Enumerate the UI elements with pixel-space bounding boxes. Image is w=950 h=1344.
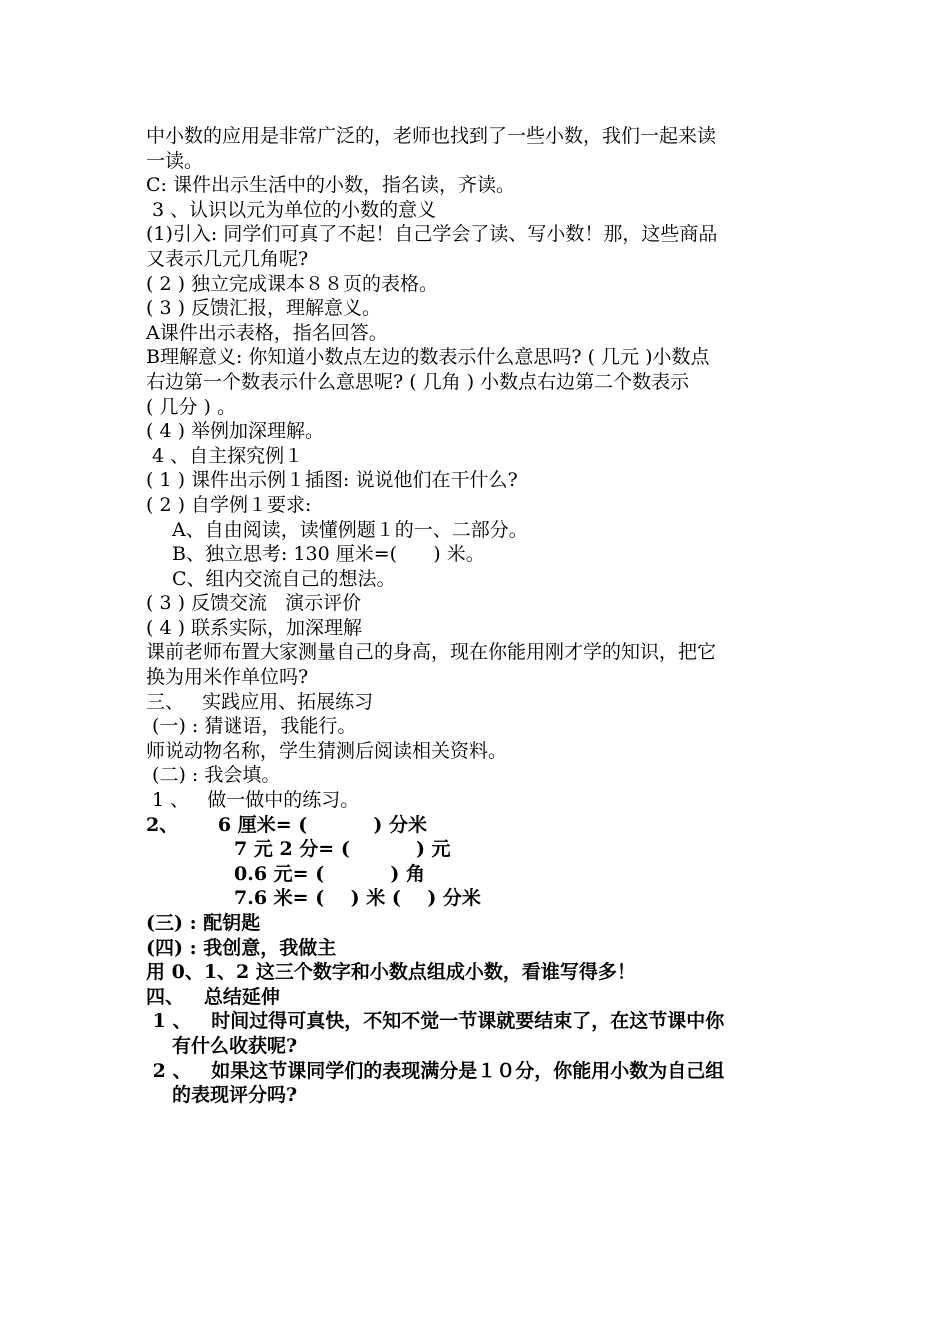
text-line: ( 4 ) 举例加深理解。 (146, 420, 325, 443)
text-line: ( 2 ) 独立完成课本８８页的表格。 (146, 272, 439, 295)
text-line: ( 1 ) 课件出示例１插图: 说说他们在干什么? (146, 469, 518, 492)
section-heading: 四、 总结延伸 (146, 985, 280, 1008)
text-line: 课前老师布置大家测量自己的身高，现在你能用刚才学的知识，把它 (146, 641, 717, 664)
text-line: (四) : 我创意，我做主 (146, 936, 337, 959)
text-line: ( 3 ) 反馈交流 演示评价 (146, 592, 362, 615)
text-line: (1)引入: 同学们可真了不起！自己学会了读、写小数！那，这些商品 (146, 223, 718, 246)
section-heading: 4 、自主探究例１ (146, 444, 304, 467)
section-heading: 3 、认识以元为单位的小数的意义 (146, 198, 437, 221)
text-line: 1 、 时间过得可真快，不知不觉一节课就要结束了，在这节课中你 (146, 1010, 725, 1033)
text-line: 右边第一个数表示什么意思呢? ( 几角 ) 小数点右边第二个数表示 (146, 370, 690, 393)
text-line: 2 、 如果这节课同学们的表现满分是１０分，你能用小数为自己组 (146, 1059, 725, 1082)
text-line: C: 课件出示生活中的小数，指名读，齐读。 (146, 174, 515, 197)
exercise-line: 0.6 元= ( ) 角 (234, 862, 425, 885)
text-line: ( 3 ) 反馈汇报，理解意义。 (146, 297, 382, 320)
text-line: C、组内交流自己的想法。 (172, 567, 396, 590)
text-line: (三) : 配钥匙 (146, 912, 261, 934)
text-line: B理解意义: 你知道小数点左边的数表示什么意思吗? ( 几元 )小数点 (146, 346, 710, 369)
text-line: 又表示几元几角呢? (146, 247, 309, 270)
text-line: A、自由阅读，读懂例题１的一、二部分。 (172, 518, 528, 541)
exercise-line: 7.6 米= ( ) 米 ( ) 分米 (234, 887, 481, 910)
text-line: ( 2 ) 自学例１要求: (146, 493, 312, 516)
text-line: 一读。 (146, 149, 204, 172)
text-line: 1 、 做一做中的练习。 (146, 789, 360, 812)
exercise-line: 7 元 2 分= ( ) 元 (234, 838, 451, 861)
text-line: A课件出示表格，指名回答。 (146, 321, 388, 344)
text-line: 的表现评分吗? (172, 1084, 298, 1107)
text-line: 师说动物名称，学生猜测后阅读相关资料。 (146, 739, 508, 762)
exercise-line: 2、 6 厘米= ( ) 分米 (146, 813, 428, 836)
document-page (146, 124, 816, 1108)
text-line: 中小数的应用是非常广泛的，老师也找到了一些小数，我们一起来读 (146, 125, 717, 147)
text-line: 换为用米作单位吗? (146, 666, 309, 689)
text-line: ( 几分 ) 。 (146, 395, 236, 418)
text-line: 有什么收获呢? (172, 1034, 298, 1057)
text-line: (二) : 我会填。 (146, 764, 281, 787)
text-line: 用 0、1、2 这三个数字和小数点组成小数，看谁写得多！ (146, 961, 636, 984)
text-line: ( 4 ) 联系实际，加深理解 (146, 616, 363, 639)
text-line: (一) : 猜谜语，我能行。 (146, 715, 357, 738)
section-heading: 三、 实践应用、拓展练习 (146, 690, 374, 713)
text-line: B、独立思考: 130 厘米=( ) 米。 (172, 543, 485, 566)
